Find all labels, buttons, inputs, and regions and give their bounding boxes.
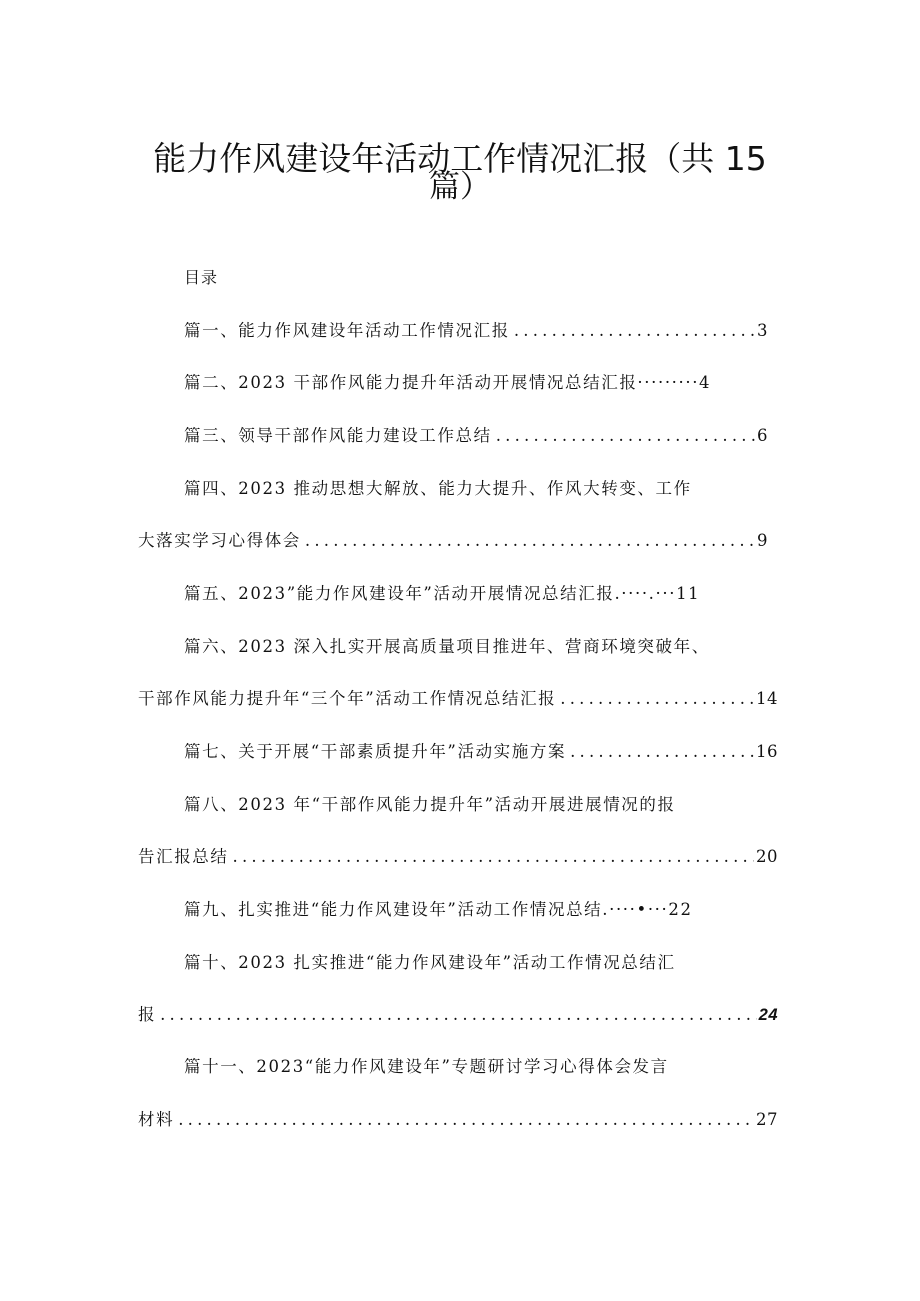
toc-entry-text: 篇八、2023 年“干部作风能力提升年”活动开展进展情况的报	[184, 795, 676, 814]
toc-entry-10-line2[interactable]	[138, 1002, 778, 1028]
toc-entry-text: 篇一、能力作风建设年活动工作情况汇报	[184, 321, 510, 340]
toc-entry-text: 篇十一、2023“能力作风建设年”专题研讨学习心得体会发言	[184, 1057, 669, 1076]
toc-entry-page: 14	[756, 689, 778, 708]
toc-entry-page: 20	[756, 847, 778, 866]
toc-entry-4-line2[interactable]	[138, 528, 768, 554]
toc-entry-6-line2[interactable]	[138, 686, 778, 712]
toc-entry-text: 篇九、扎实推进“能力作风建设年”活动工作情况总结.····•···22	[184, 900, 693, 919]
toc-entry-4-line1[interactable]	[184, 476, 692, 502]
toc-leader-dots	[496, 423, 755, 449]
toc-entry-text: 材料	[138, 1110, 175, 1129]
document-title-line1: 能力作风建设年活动工作情况汇报（共 15	[153, 139, 767, 178]
toc-entry-3[interactable]	[184, 423, 768, 449]
toc-entry-text: 篇五、2023”能力作风建设年”活动开展情况总结汇报.····.···11	[184, 584, 701, 603]
toc-entry-text: 篇四、2023 推动思想大解放、能力大提升、作风大转变、工作	[184, 479, 692, 498]
toc-entry-7[interactable]	[184, 739, 778, 765]
toc-heading: 目录	[184, 268, 219, 287]
toc-entry-page: 27	[756, 1110, 778, 1129]
toc-entry-5[interactable]	[184, 581, 700, 607]
toc-leader-dots	[160, 1002, 757, 1028]
toc-entry-8-line1[interactable]	[184, 792, 676, 818]
document-title-line2: 篇）	[429, 169, 491, 205]
toc-entry-text: 篇六、2023 深入扎实开展高质量项目推进年、营商环境突破年、	[184, 637, 710, 656]
toc-leader-dots	[178, 1107, 754, 1133]
toc-entry-page: 6	[757, 426, 768, 445]
toc-entry-text: 干部作风能力提升年“三个年”活动工作情况总结汇报	[138, 689, 557, 708]
toc-leader-dots	[233, 844, 755, 870]
toc-entry-11-line1[interactable]	[184, 1054, 669, 1080]
toc-entry-text: 篇二、2023 干部作风能力提升年活动开展情况总结汇报·········4	[184, 373, 712, 392]
toc-entry-10-line1[interactable]	[184, 950, 676, 976]
toc-leader-dots	[305, 528, 755, 554]
toc-entry-2[interactable]	[184, 370, 711, 396]
toc-entry-text: 篇七、关于开展“干部素质提升年”活动实施方案	[184, 742, 567, 761]
toc-entry-text: 大落实学习心得体会	[138, 531, 301, 550]
toc-entry-9[interactable]	[184, 897, 693, 923]
toc-entry-text: 篇十、2023 扎实推进“能力作风建设年”活动工作情况总结汇	[184, 953, 676, 972]
toc-entry-text: 篇三、领导干部作风能力建设工作总结	[184, 426, 492, 445]
toc-entry-1[interactable]	[184, 318, 768, 344]
toc-entry-page: 24	[758, 1006, 778, 1024]
toc-entry-page: 3	[757, 321, 768, 340]
toc-entry-text: 报	[138, 1005, 157, 1024]
toc-entry-page: 9	[757, 531, 768, 550]
toc-entry-text: 告汇报总结	[138, 847, 229, 866]
toc-entry-page: 16	[756, 742, 778, 761]
toc-leader-dots	[514, 318, 755, 344]
toc-leader-dots	[560, 686, 754, 712]
toc-leader-dots	[570, 739, 754, 765]
toc-entry-6-line1[interactable]	[184, 634, 710, 660]
toc-entry-11-line2[interactable]	[138, 1107, 778, 1133]
toc-entry-8-line2[interactable]	[138, 844, 778, 870]
